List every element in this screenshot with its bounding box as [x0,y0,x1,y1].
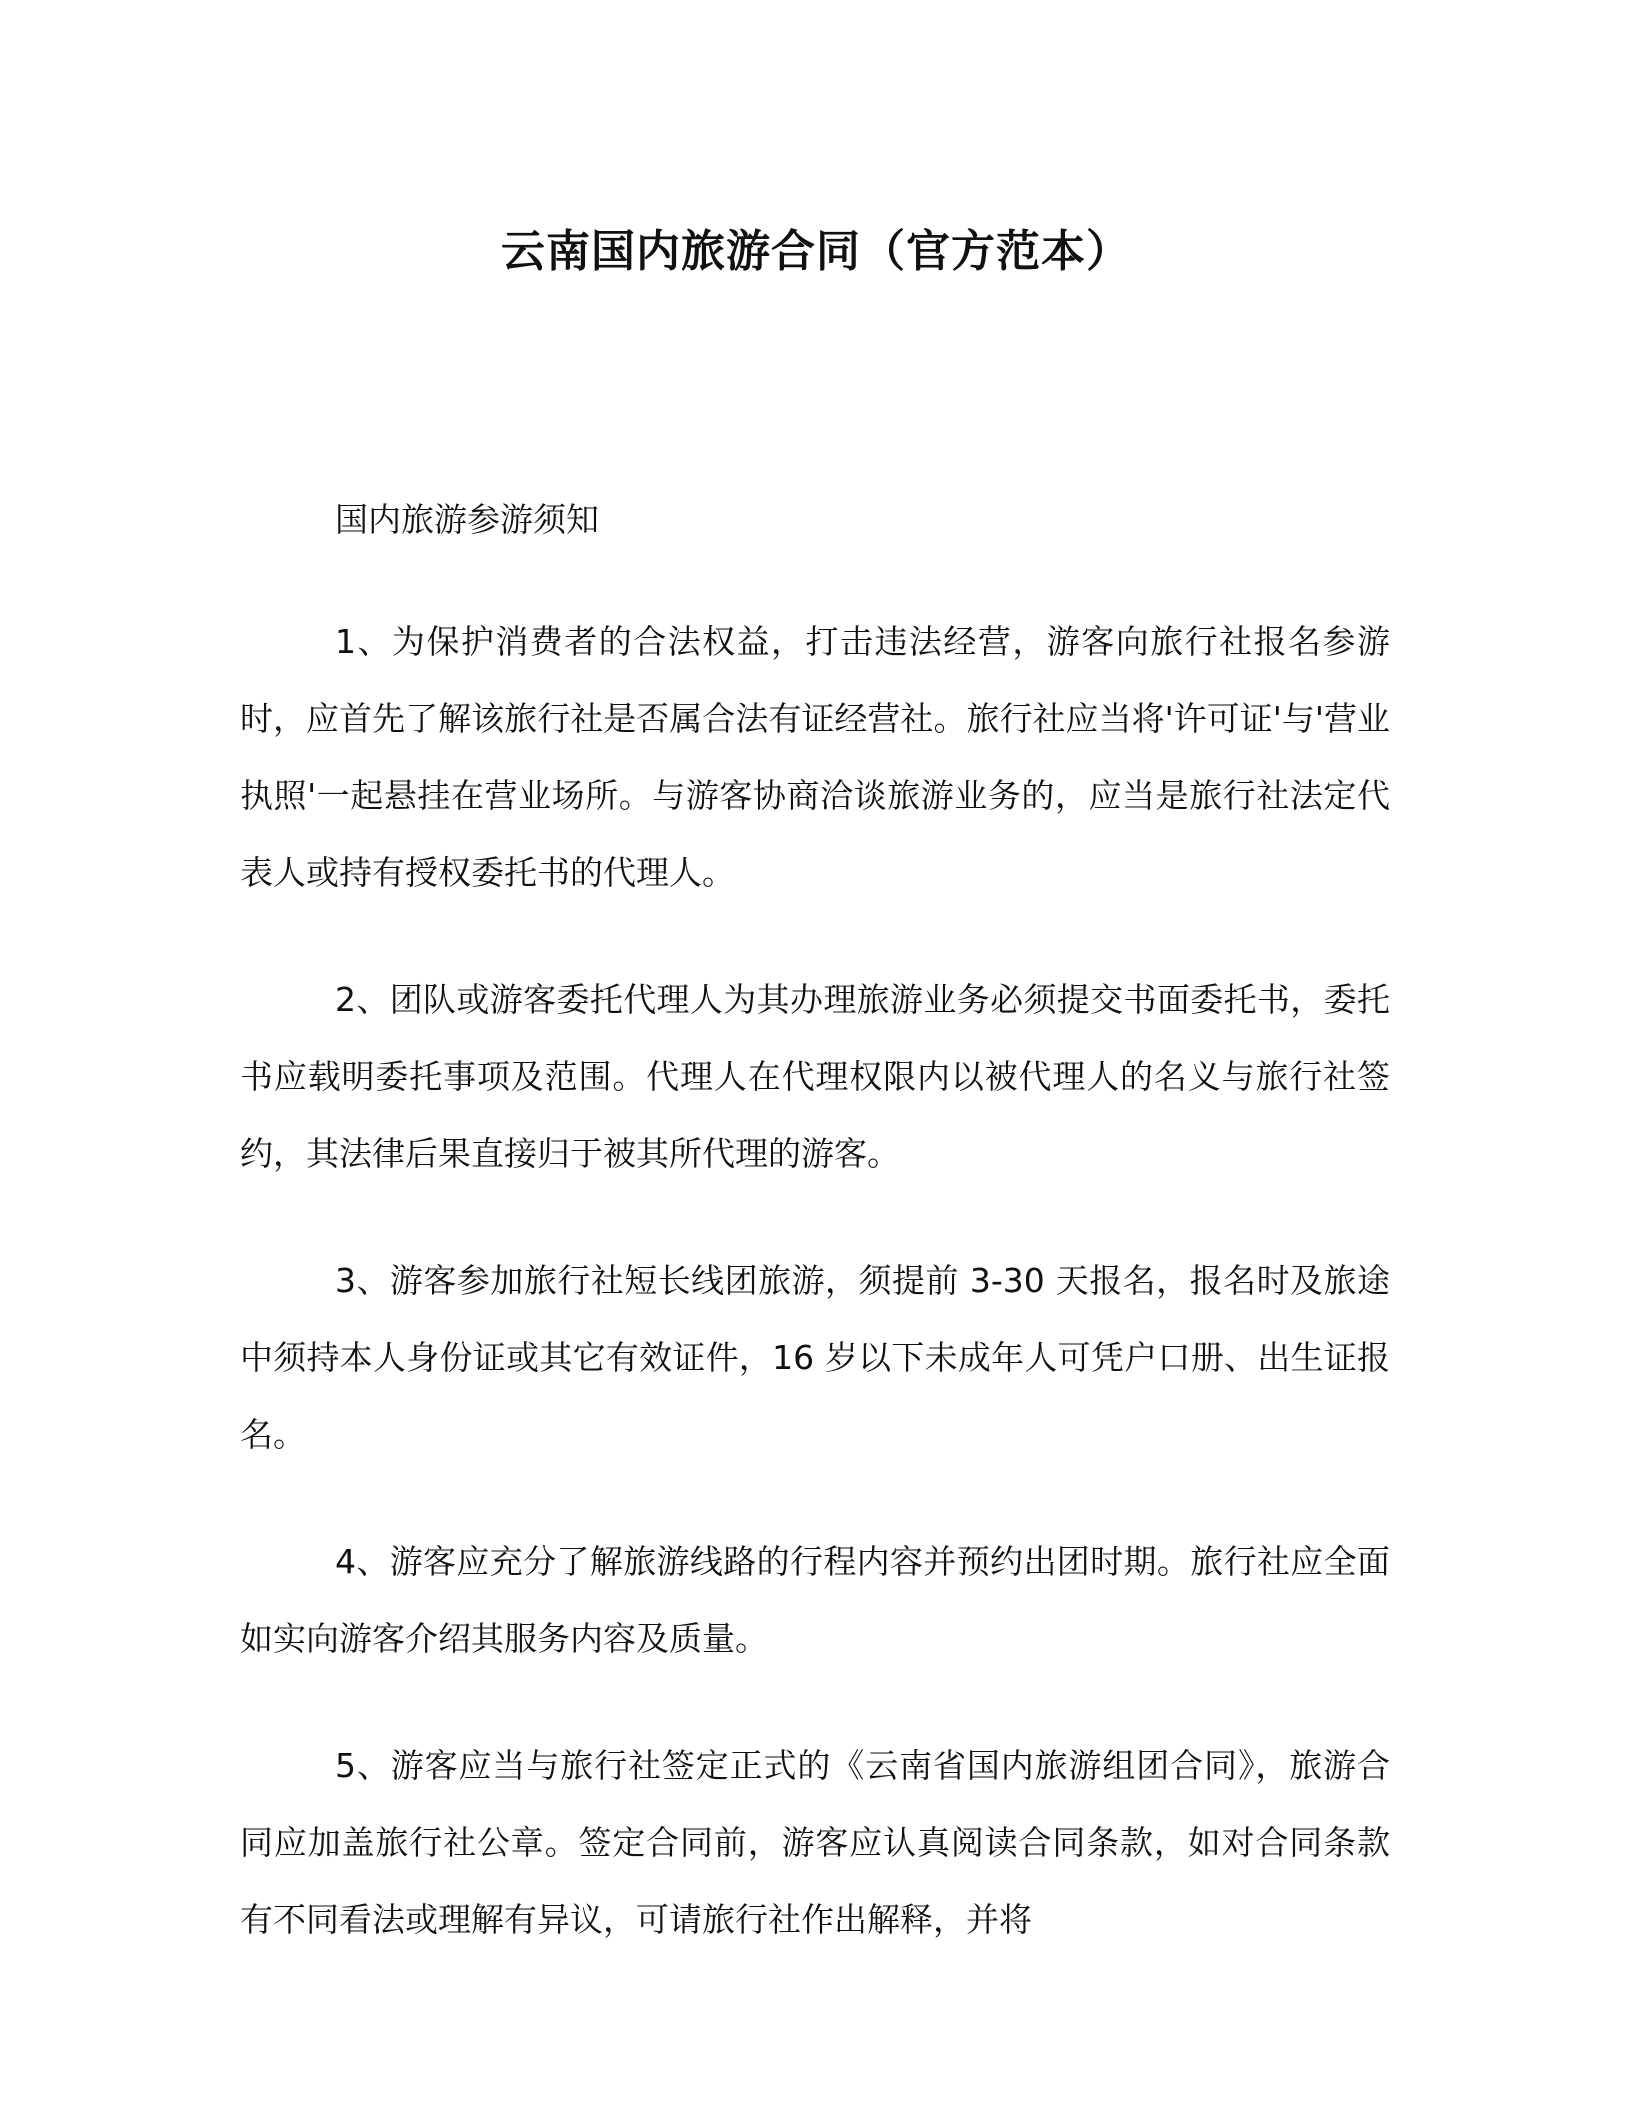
section-heading: 国内旅游参游须知 [335,500,599,539]
paragraph-2: 2、团队或游客委托代理人为其办理旅游业务必须提交书面委托书，委托书应载明委托事项及范围。代理人在代理权限内以被代理人的名义与旅行社签约，其法律后果直接归于被其所代理的游客。 [240,980,1390,1173]
paragraph-4: 4、游客应充分了解旅游线路的行程内容并预约出团时期。旅行社应全面如实向游客介绍其服务内容及质量。 [240,1542,1390,1658]
paragraph-1: 1、为保护消费者的合法权益，打击违法经营，游客向旅行社报名参游时，应首先了解该旅行社是否属合法有证经营社。旅行社应当将'许可证'与'营业执照'一起悬挂在营业场所。与游客协商洽谈旅游业务的，应当是旅行社法定代表人或持有授权委托书的代理人。 [240,622,1390,892]
paragraph-5: 5、游客应当与旅行社签定正式的《云南省国内旅游组团合同》，旅游合同应加盖旅行社公章。签定合同前，游客应认真阅读合同条款，如对合同条款有不同看法或理解有异议，可请旅行社作出解释，并将 [240,1746,1390,1939]
document-title: 云南国内旅游合同（官方范本） [501,226,1131,277]
document-body [240,603,1390,2008]
paragraph-3: 3、游客参加旅行社短长线团旅游，须提前 3-30 天报名，报名时及旅途中须持本人身份证或其它有效证件，16 岁以下未成年人可凭户口册、出生证报名。 [240,1261,1390,1454]
